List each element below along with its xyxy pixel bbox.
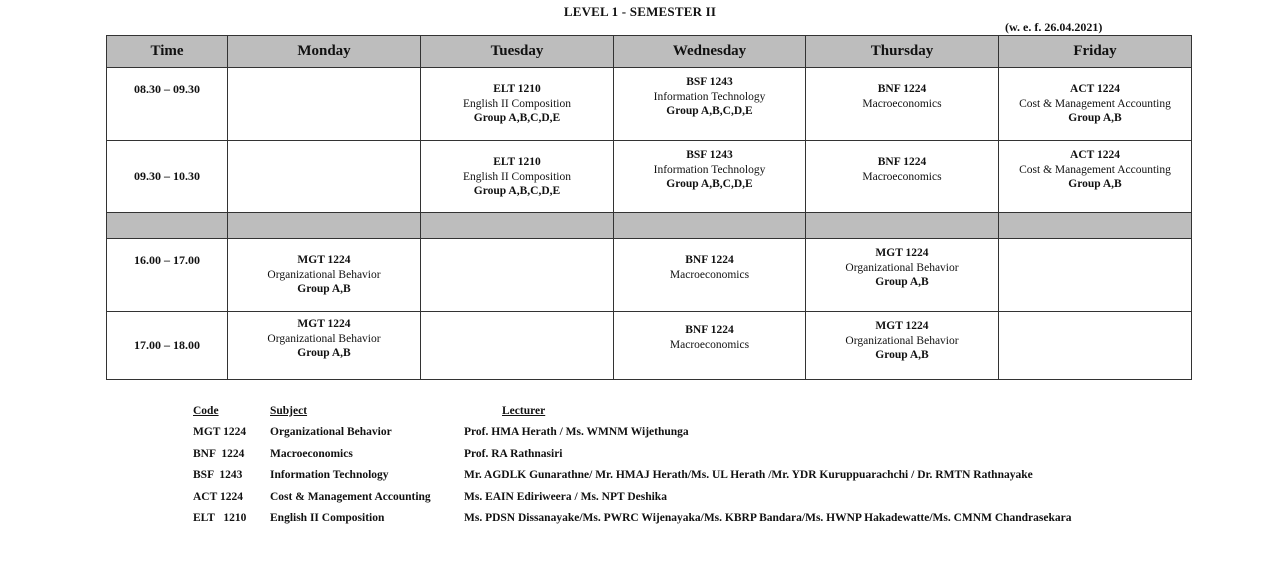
course-subject: Organizational Behavior: [845, 261, 959, 274]
legend-row: [193, 486, 1072, 508]
class-entry: [614, 312, 805, 352]
class-cell: [806, 239, 999, 312]
time-cell: 17.00 – 18.00: [107, 312, 228, 380]
class-cell: [999, 312, 1192, 380]
course-subject: Cost & Management Accounting: [1019, 97, 1171, 110]
legend-row: [193, 422, 1072, 444]
class-cell: [228, 239, 421, 312]
legend-row: [193, 508, 1072, 530]
class-cell: [999, 239, 1192, 312]
course-code: BNF 1224: [685, 324, 734, 336]
class-entry: [806, 141, 998, 184]
break-cell: [806, 213, 999, 239]
course-group: Group A,B: [297, 347, 351, 359]
course-group: Group A,B,C,D,E: [666, 178, 753, 190]
course-code: BSF 1243: [686, 76, 733, 88]
legend-subject: Macroeconomics: [270, 447, 353, 460]
legend-subject: Cost & Management Accounting: [270, 490, 431, 503]
column-header-tuesday: Tuesday: [421, 36, 614, 68]
class-cell: [614, 312, 806, 380]
legend-code: BSF 1243: [193, 469, 243, 482]
legend-row: [193, 465, 1072, 487]
class-entry: [806, 239, 998, 290]
course-code: MGT 1224: [297, 254, 351, 266]
legend-lecturer: Ms. EAIN Ediriweera / Ms. NPT Deshika: [464, 490, 667, 503]
course-code: BNF 1224: [877, 156, 927, 168]
course-code: MGT 1224: [297, 318, 351, 330]
timetable-row: [107, 312, 1192, 380]
class-entry: [806, 312, 998, 363]
timetable-row: [107, 141, 1192, 213]
class-entry: [614, 239, 805, 282]
subject-legend: [193, 400, 1072, 529]
column-header-wednesday: Wednesday: [614, 36, 806, 68]
course-code: BNF 1224: [877, 83, 927, 95]
course-group: Group A,B: [875, 349, 929, 361]
column-header-time: Time: [107, 36, 228, 68]
course-subject: Cost & Management Accounting: [1019, 163, 1171, 176]
course-subject: English II Composition: [463, 170, 571, 183]
legend-lecturer: Mr. AGDLK Gunarathne/ Mr. HMAJ Herath/Ms. UL Herath /Mr. YDR Kuruppuarachchi / Dr. RMTN Rathnayake: [464, 469, 1033, 482]
class-cell: [806, 141, 999, 213]
class-cell: [806, 68, 999, 141]
course-group: Group A,B: [1068, 178, 1122, 190]
course-subject: Organizational Behavior: [267, 268, 381, 281]
break-cell: [999, 213, 1192, 239]
legend-subject: Organizational Behavior: [270, 426, 392, 439]
legend-header-code: Code: [193, 404, 219, 417]
class-cell: [999, 68, 1192, 141]
class-entry: [421, 141, 613, 199]
legend-lecturer: Prof. RA Rathnasiri: [464, 447, 563, 460]
legend-subject: Information Technology: [270, 469, 389, 482]
class-cell: [421, 141, 614, 213]
class-entry: [421, 68, 613, 126]
course-subject: Information Technology: [653, 163, 766, 176]
course-code: ELT 1210: [493, 83, 541, 95]
course-group: Group A,B: [1068, 112, 1122, 124]
time-cell: 08.30 – 09.30: [107, 68, 228, 141]
class-cell: [421, 312, 614, 380]
course-code: ACT 1224: [1070, 149, 1120, 161]
legend-code: MGT 1224: [193, 426, 247, 439]
course-code: MGT 1224: [875, 320, 929, 332]
break-cell: [228, 213, 421, 239]
timetable-row: [107, 68, 1192, 141]
class-cell: [806, 312, 999, 380]
break-cell: [614, 213, 806, 239]
time-cell: 09.30 – 10.30: [107, 141, 228, 213]
course-group: Group A,B,C,D,E: [473, 185, 561, 197]
class-entry: [228, 312, 420, 361]
timetable-header-row: [107, 36, 1192, 68]
legend-code: BNF 1224: [193, 447, 245, 460]
column-header-friday: Friday: [999, 36, 1192, 68]
class-entry: [999, 68, 1191, 126]
legend-subject: English II Composition: [270, 512, 385, 525]
effective-date: (w. e. f. 26.04.2021): [1005, 20, 1103, 34]
legend-header-lecturer: Lecturer: [502, 404, 546, 417]
legend-code: ACT 1224: [193, 490, 243, 503]
legend-header-subject: Subject: [270, 404, 308, 417]
course-subject: English II Composition: [463, 97, 571, 110]
time-cell: 16.00 – 17.00: [107, 239, 228, 312]
course-group: Group A,B,C,D,E: [666, 105, 753, 117]
class-entry: [228, 239, 420, 297]
legend-lecturer: Prof. HMA Herath / Ms. WMNM Wijethunga: [464, 426, 689, 439]
course-subject: Information Technology: [653, 90, 766, 103]
course-subject: Macroeconomics: [862, 97, 942, 110]
class-cell: [999, 141, 1192, 213]
course-group: Group A,B: [297, 283, 351, 295]
course-group: Group A,B: [875, 276, 929, 288]
class-cell: [228, 68, 421, 141]
break-row: [107, 213, 1192, 239]
class-cell: [421, 68, 614, 141]
legend-lecturer: Ms. PDSN Dissanayake/Ms. PWRC Wijenayaka/Ms. KBRP Bandara/Ms. HWNP Hakadewatte/Ms. CMNM Chandrasekara: [464, 512, 1072, 525]
course-code: ELT 1210: [493, 156, 541, 168]
course-code: BNF 1224: [685, 254, 734, 266]
course-code: BSF 1243: [686, 149, 733, 161]
class-cell: [614, 239, 806, 312]
course-code: MGT 1224: [875, 247, 929, 259]
class-entry: [614, 68, 805, 119]
course-subject: Macroeconomics: [669, 338, 750, 351]
column-header-thursday: Thursday: [806, 36, 999, 68]
course-code: ACT 1224: [1070, 83, 1120, 95]
class-cell: [421, 239, 614, 312]
page-title: LEVEL 1 - SEMESTER II: [563, 4, 717, 19]
column-header-monday: Monday: [228, 36, 421, 68]
class-entry: [614, 141, 805, 192]
break-cell: [107, 213, 228, 239]
course-subject: Macroeconomics: [862, 170, 942, 183]
class-cell: [614, 68, 806, 141]
course-subject: Organizational Behavior: [845, 334, 959, 347]
class-cell: [614, 141, 806, 213]
legend-row: [193, 443, 1072, 465]
timetable: [106, 35, 1192, 380]
class-cell: [228, 141, 421, 213]
timetable-row: [107, 239, 1192, 312]
class-cell: [228, 312, 421, 380]
legend-code: ELT 1210: [193, 512, 247, 525]
legend-header-row: [193, 400, 1072, 422]
course-group: Group A,B,C,D,E: [473, 112, 561, 124]
course-subject: Organizational Behavior: [267, 332, 381, 345]
class-entry: [999, 141, 1191, 192]
break-cell: [421, 213, 614, 239]
class-entry: [806, 68, 998, 111]
course-subject: Macroeconomics: [669, 268, 750, 281]
